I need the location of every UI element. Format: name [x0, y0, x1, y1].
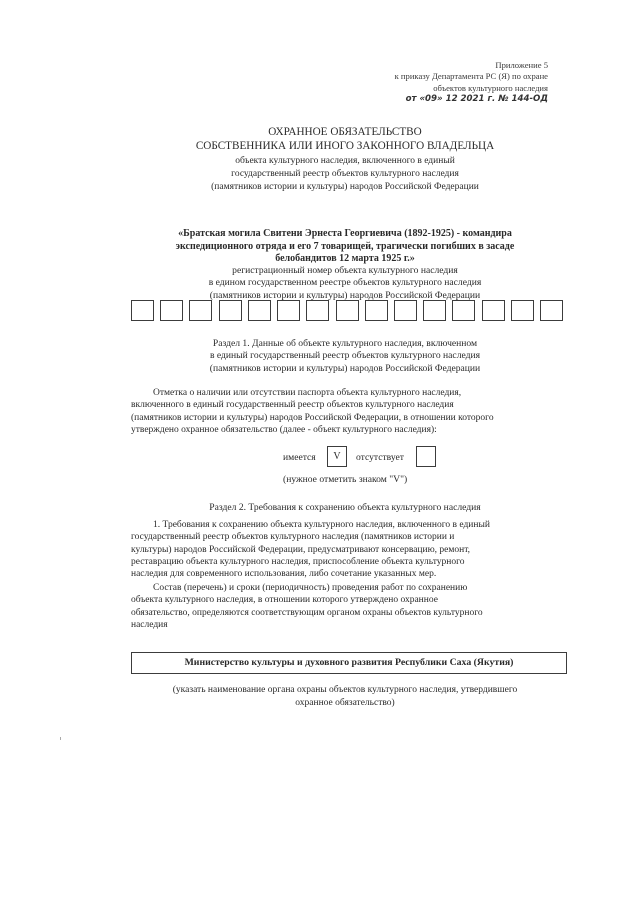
scan-speck [60, 737, 61, 740]
reg-number-cell[interactable] [365, 300, 388, 321]
no-passport-checkbox[interactable] [416, 446, 436, 467]
reg-number-cell[interactable] [540, 300, 563, 321]
has-passport-label: имеется [283, 452, 316, 463]
object-name-line: экспедиционного отряда и его 7 товарищей, трагически погибших в засаде [175, 240, 515, 252]
has-passport-checkbox[interactable]: V [327, 446, 347, 467]
reg-number-cell[interactable] [277, 300, 300, 321]
no-passport-label: отсутствует [356, 452, 404, 463]
appendix-line: объектов культурного наследия [433, 82, 548, 93]
section1-heading-line: Раздел 1. Данные об объекте культурного наследия, включенном [212, 338, 478, 349]
reg-number-cell[interactable] [511, 300, 534, 321]
paragraph-line: (памятников истории и культуры) народов Российской Федерации, в отношении которого [131, 412, 494, 423]
paragraph-line: государственный реестр объектов культурного наследия (памятников истории и [131, 532, 455, 543]
check-instruction: (нужное отметить знаком "V") [283, 474, 408, 485]
registration-line: регистрационный номер объекта культурного наследия [232, 265, 458, 276]
object-name-line: белобандитов 12 марта 1925 г.» [275, 253, 415, 264]
works-schedule-paragraph [131, 582, 568, 631]
document-title [130, 126, 560, 153]
paragraph-line: обязательство, определяются соответствующим органом охраны объектов культурного [131, 607, 483, 618]
reg-number-cell[interactable] [452, 300, 475, 321]
paragraph-line: утверждено охранное обязательство (далее - объект культурного наследия): [131, 424, 437, 435]
title-line: ОХРАННОЕ ОБЯЗАТЕЛЬСТВО [268, 126, 422, 138]
passport-check-row [283, 446, 463, 468]
paragraph-line: культуры) народов Российской Федерации, предусматривают консервацию, ремонт, [131, 544, 471, 555]
reg-number-cell[interactable] [306, 300, 329, 321]
title-line: СОБСТВЕННИКА ИЛИ ИНОГО ЗАКОННОГО ВЛАДЕЛЬЦА [195, 139, 495, 152]
section1-heading-line: в единый государственный реестр объектов культурного наследия [209, 350, 481, 362]
paragraph-line: включенного в единый государственный реестр объектов культурного наследия [131, 400, 454, 411]
section1-heading-line: (памятников истории и культуры) народов Российской Федерации [209, 362, 481, 374]
caption-line: охранное обязательство) [295, 697, 395, 708]
protection-authority-field[interactable]: Министерство культуры и духовного развития Республики Саха (Якутия) [131, 652, 567, 674]
reg-number-cell[interactable] [131, 300, 154, 321]
appendix-order-date: от «09» 12 2021 г. № 144-ОД [405, 93, 548, 104]
paragraph-line: реставрацию объекта культурного наследия, приспособление объекта культурного [131, 556, 465, 567]
reg-number-cell[interactable] [160, 300, 183, 321]
paragraph-line: Отметка о наличии или отсутствии паспорта объекта культурного наследия, [153, 388, 462, 398]
object-name-line: «Братская могила Свитени Эрнеста Георгиевича (1892-1925) - командира [178, 228, 512, 239]
passport-paragraph [131, 387, 568, 436]
section2-heading: Раздел 2. Требования к сохранению объекта культурного наследия [209, 502, 481, 513]
appendix-line: Приложение 5 [495, 60, 548, 70]
registration-line: в едином государственном реестре объектов культурного наследия [208, 277, 482, 289]
reg-number-cell[interactable] [336, 300, 359, 321]
document-subtitle [130, 155, 560, 194]
registration-caption [130, 265, 560, 302]
reg-number-cell[interactable] [423, 300, 446, 321]
reg-number-cell[interactable] [189, 300, 212, 321]
authority-field-caption [130, 684, 560, 709]
reg-number-cell[interactable] [482, 300, 505, 321]
reg-number-cell[interactable] [394, 300, 417, 321]
reg-number-cell[interactable] [248, 300, 271, 321]
appendix-line: к приказу Департамента РС (Я) по охране [394, 71, 548, 82]
requirements-paragraph [131, 519, 568, 580]
paragraph-line: наследия для современного использования, либо сочетание указанных мер. [131, 569, 437, 580]
paragraph-line: Состав (перечень) и сроки (периодичность) проведения работ по сохранению [153, 583, 468, 593]
registration-line: (памятников истории и культуры) народов Российской Федерации [209, 289, 481, 301]
paragraph-line: наследия [131, 619, 168, 630]
paragraph-line: 1. Требования к сохранению объекта культурного наследия, включенного в единый [153, 520, 490, 530]
object-name [130, 228, 560, 266]
subtitle-line: объекта культурного наследия, включенного в единый [235, 156, 455, 166]
registration-number-boxes [131, 300, 568, 322]
subtitle-line: (памятников истории и культуры) народов Российской Федерации [211, 182, 479, 192]
paragraph-line: объекта культурного наследия, в отношении которого утверждено охранное [131, 595, 438, 606]
reg-number-cell[interactable] [219, 300, 242, 321]
caption-line: (указать наименование органа охраны объектов культурного наследия, утвердившего [172, 685, 518, 695]
appendix-reference [348, 60, 548, 105]
section1-heading [130, 338, 560, 375]
subtitle-line: государственный реестр объектов культурного наследия [231, 169, 459, 179]
